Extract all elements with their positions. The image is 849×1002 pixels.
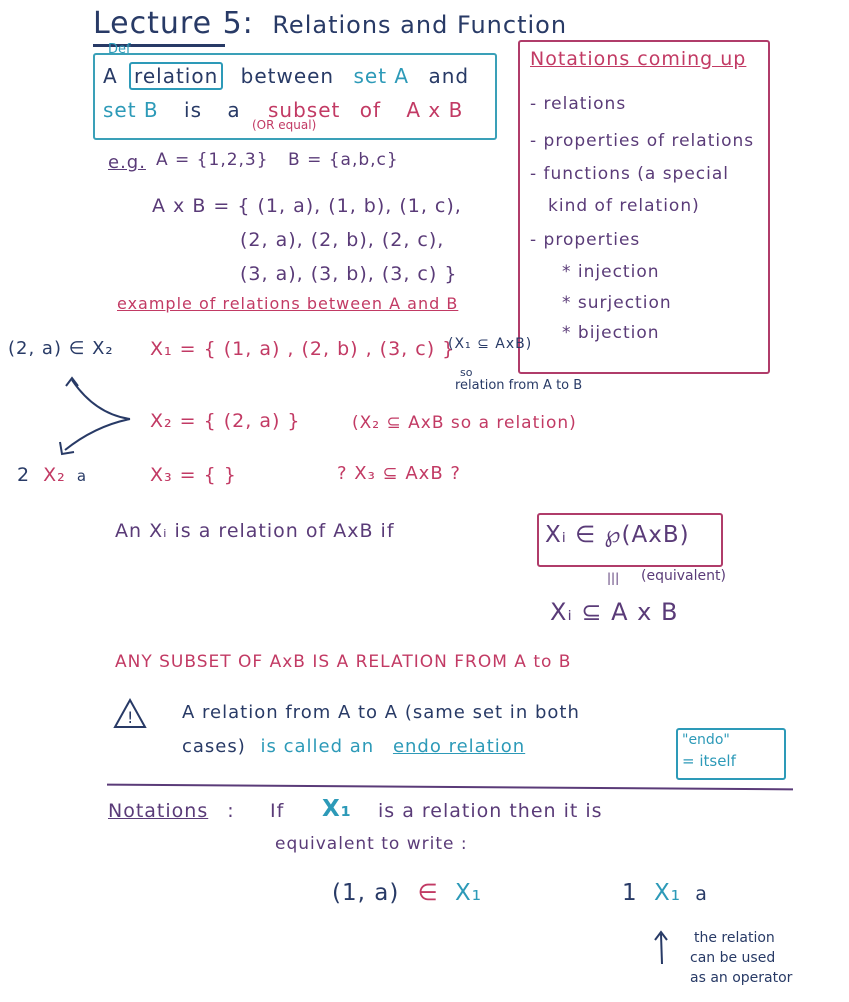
def-subset: subset [267,98,341,122]
member-form-in: ∈ [417,880,439,906]
notations-x1: X₁ [322,796,352,822]
product-row-3: (3, a), (3, b), (3, c) } [240,263,458,285]
relation-x1-so: so [460,366,473,379]
notations-colon: : [227,800,235,822]
def-word-a2: a [227,98,241,122]
notations-label [108,800,235,822]
infix-letter: a [695,883,708,905]
set-a-def: A = {1,2,3} [156,150,269,170]
up-arrow-icon [650,928,674,968]
left-infix-num: 2 [17,464,31,486]
member-form-set: X₁ [454,880,482,906]
lecture-topic: Relations and Function [272,11,568,39]
definition-line1 [103,64,469,88]
member-form-pair: (1, a) [332,880,400,906]
notations-item-7: * bijection [562,323,660,343]
endo-relation-term: endo relation [392,736,526,757]
notations-item-0: - relations [530,94,627,114]
lecture-number: Lecture 5 [93,6,243,41]
notations-item-6: * surjection [562,293,672,313]
notations-item-1: - properties of relations [530,131,755,151]
warning-line1: A relation from A to A (same set in both [182,702,580,723]
endo-note-line1: "endo" [682,732,730,748]
notations-item-2: - functions (a special [530,164,730,184]
left-membership: (2, a) ∈ X₂ [8,338,114,359]
lecture-title [93,6,567,41]
warning-icon [112,697,148,731]
endo-note-line2: = itself [682,752,736,770]
def-or-equal: (OR equal) [252,118,317,132]
relation-x1-note: (X₁ ⊆ AxB) [448,336,533,352]
left-infix-letter: a [76,467,88,485]
notations-word: Notations [108,800,209,822]
relation-x1: X₁ = { (1, a) , (2, b) , (3, c) } [150,338,456,360]
notations-if: If [270,800,285,822]
equiv-label: (equivalent) [641,568,726,584]
notations-rest2: equivalent to write : [275,834,468,854]
section-divider [107,784,793,791]
operator-note-2: can be used [690,950,776,966]
relation-x2: X₂ = { (2, a) } [150,410,301,432]
relation-x3: X₃ = { } [150,464,237,486]
def-relation-word: relation [129,62,223,90]
example-relations-heading: example of relations between A and B [117,294,459,313]
product-row-1: A x B = { (1, a), (1, b), (1, c), [152,195,462,217]
product-row-2: (2, a), (2, b), (2, c), [240,229,445,251]
any-subset-statement: ANY SUBSET OF AxB IS A RELATION FROM A to B [115,652,572,672]
svg-text:!: ! [127,708,134,727]
left-infix [17,464,87,486]
statement-boxed: Xᵢ ∈ ℘(AxB) [545,522,690,548]
operator-note-3: as an operator [690,970,793,986]
def-word-and: and [428,64,470,88]
warning-line2 [182,736,525,757]
def-word-is: is [184,98,202,122]
infix-form [622,880,708,906]
member-form [332,880,482,906]
warning-is-called: is called an [260,736,375,757]
left-infix-rel: X₂ [43,464,66,486]
infix-num: 1 [622,880,638,906]
relation-x1-from: relation from A to B [455,378,583,393]
def-product: A x B [406,98,464,122]
notations-item-4: - properties [530,230,641,250]
warning-cases: cases) [182,736,246,757]
set-b-def: B = {a,b,c} [288,150,399,170]
statement-text: An Xᵢ is a relation of AxB if [115,520,395,542]
eg-label: e.g. [108,152,146,173]
relation-x2-note: (X₂ ⊆ AxB so a relation) [352,413,577,433]
notations-item-5: * injection [562,262,660,282]
title-colon: : [242,6,254,41]
notations-box-title: Notations coming up [530,48,747,70]
def-tag: Def [108,42,131,57]
def-set-b: set B [103,98,159,122]
relation-x3-note: ? X₃ ⊆ AxB ? [337,463,461,484]
notations-rest1: is a relation then it is [378,800,603,822]
def-word-between: between [240,64,335,88]
def-set-a: set A [353,64,410,88]
operator-note-1: the relation [694,930,775,946]
notations-item-3: kind of relation) [548,196,700,216]
infix-rel: X₁ [653,880,681,906]
subset-form: Xᵢ ⊆ A x B [550,598,679,626]
def-word-of: of [359,98,381,122]
def-word-a: A [103,64,118,88]
branch-arrows-icon [50,372,140,462]
equiv-mark: ||| [607,571,620,585]
